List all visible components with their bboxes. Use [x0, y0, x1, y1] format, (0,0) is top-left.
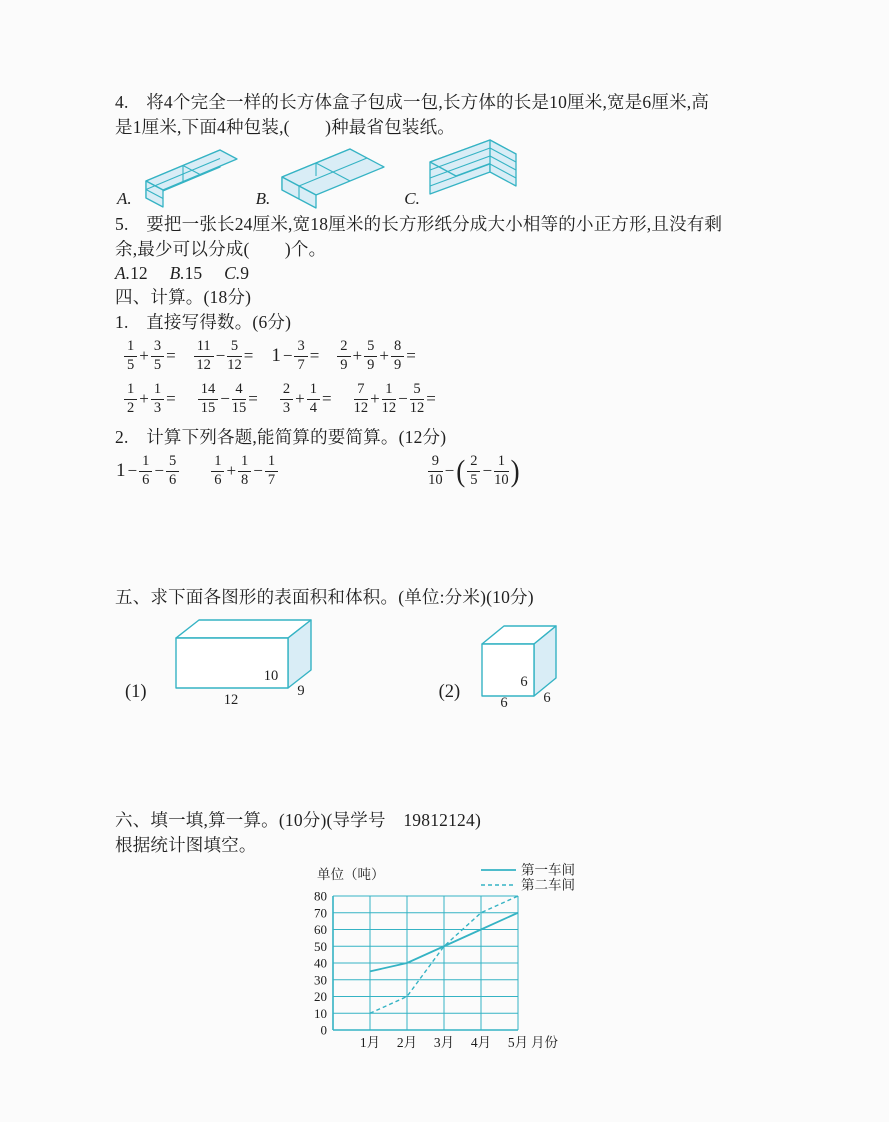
question-4-line-1: 4. 将4个完全一样的长方体盒子包成一包,长方体的长是10厘米,宽是6厘米,高: [115, 92, 710, 112]
cube-figure: [464, 614, 568, 708]
section-5-figures: [125, 614, 787, 708]
x-tick-label: 4月: [470, 1034, 492, 1050]
x-tick-label: 2月: [396, 1034, 418, 1050]
y-tick-label: 20: [314, 988, 327, 1004]
blank-work-space: [115, 497, 787, 585]
choice-a-value: 12: [130, 263, 148, 283]
cube-height-label: 6: [520, 673, 528, 690]
section-5-heading: 五、求下面各图形的表面积和体积。(单位:分米)(10分): [115, 586, 534, 607]
choice-b: [170, 262, 203, 285]
question-5-line-2: 余,最少可以分成( )个。: [115, 239, 327, 259]
x-tick-label: 3月: [433, 1034, 455, 1050]
section-4-heading: 四、计算。(18分): [115, 287, 252, 307]
box-stack-a-figure: [134, 136, 240, 210]
choice-c-letter: C.: [224, 263, 241, 283]
cuboid-depth-label: 9: [296, 682, 305, 699]
choice-b-value: 15: [184, 263, 203, 283]
legend-label: 第一车间: [521, 862, 575, 878]
chart-container: [295, 862, 787, 1063]
math-expression: 1 − $\frac{3}{7}$ =: [271, 338, 320, 373]
packaging-option-c: [404, 128, 522, 210]
choice-a-letter: A.: [115, 263, 131, 283]
y-tick-label: 70: [314, 904, 327, 920]
math-expression: $\frac{2}{9}$ + $\frac{5}{9}$ + $\frac{8}{9}$ =: [336, 339, 417, 374]
math-expression: $\frac{1}{2}$ + $\frac{1}{3}$ =: [123, 382, 177, 417]
box-stack-c-figure: [422, 128, 522, 210]
math-expression: $\frac{11}{12}$ − $\frac{5}{12}$ =: [193, 339, 255, 374]
option-c-label: C.: [404, 189, 420, 208]
cuboid-length-label: 12: [223, 691, 238, 708]
x-tick-label: 5月: [507, 1034, 529, 1050]
option-b-label: B.: [255, 189, 271, 208]
cuboid-height-label: 10: [263, 667, 278, 684]
y-tick-label: 50: [314, 938, 327, 954]
legend-label: 第二车间: [521, 877, 575, 893]
y-tick-label: 40: [314, 955, 327, 971]
cuboid-figure: [151, 614, 319, 708]
figure-1-label: (1): [125, 682, 147, 703]
question-4-line-2: 是1厘米,下面4种包装,( )种最省包装纸。: [115, 117, 456, 137]
figure-1: [125, 614, 319, 708]
y-tick-label: 60: [314, 921, 327, 937]
packaging-option-b: [256, 134, 389, 210]
question-4-options: [117, 142, 787, 210]
choice-c: [224, 262, 249, 285]
y-tick-label: 10: [314, 1005, 327, 1021]
y-tick-label: 30: [314, 971, 327, 987]
cube-depth-label: 6: [543, 689, 551, 706]
box-stack-b-figure: [272, 134, 388, 210]
cube-length-label: 6: [500, 694, 508, 708]
math-expression: $\frac{1}{5}$ + $\frac{3}{5}$ =: [123, 339, 177, 374]
worksheet-content: [115, 90, 787, 1063]
packaging-option-a: [117, 136, 240, 210]
section-6-heading: 六、填一填,算一算。(10分)(导学号 19812124): [115, 809, 481, 830]
choice-a: [115, 262, 148, 285]
y-tick-label: 80: [314, 888, 327, 904]
figure-2-label: (2): [438, 682, 461, 703]
math-expression: 1 − $\frac{1}{6}$ − $\frac{5}{6}$: [115, 454, 180, 489]
option-a-label: A.: [117, 189, 132, 208]
math-expression: $\frac{1}{6}$ + $\frac{1}{8}$ − $\frac{1}{7}$: [210, 454, 279, 489]
x-tick-label: 1月: [359, 1034, 381, 1050]
choice-c-value: 9: [240, 263, 249, 283]
choice-b-letter: B.: [169, 263, 185, 283]
blank-work-space-2: [115, 708, 787, 808]
y-tick-label: 0: [320, 1022, 327, 1038]
quick-calc-heading: 1. 直接写得数。(6分): [115, 312, 292, 332]
chart-instruction: 根据统计图填空。: [115, 834, 257, 855]
math-expression: $\frac{2}{3}$ + $\frac{1}{4}$ =: [279, 382, 333, 417]
quick-calc-row-2: [123, 382, 787, 417]
math-expression: $\frac{7}{12}$ + $\frac{1}{12}$ − $\frac{5}{12}$ =: [353, 380, 436, 416]
quick-calc-row-1: [123, 339, 787, 374]
question-5-line-1: 5. 要把一张长24厘米,宽18厘米的长方形纸分成大小相等的小正方形,且没有剩: [115, 214, 723, 234]
simplify-calc-heading: 2. 计算下列各题,能简算的要简算。(12分): [115, 426, 447, 447]
question-5-choices: [115, 262, 787, 285]
simplify-calc-row: [115, 454, 787, 489]
chart-title: 单位（吨）: [317, 866, 385, 882]
x-axis-label: 月份: [531, 1034, 558, 1050]
statistics-chart: [295, 862, 655, 1058]
math-expression: $\frac{9}{10}$ − ( $\frac{2}{5}$ − $\frac{1}{10}$ ): [428, 452, 520, 488]
figure-2: [439, 614, 569, 708]
math-expression: $\frac{14}{15}$ − $\frac{4}{15}$ =: [197, 382, 259, 417]
